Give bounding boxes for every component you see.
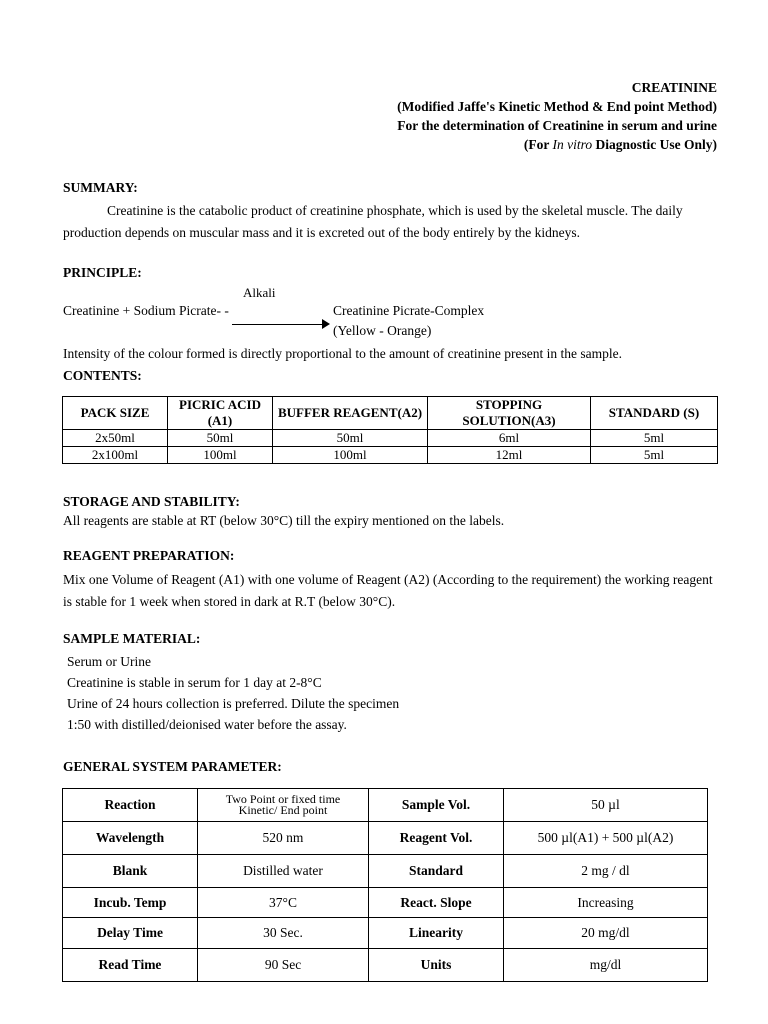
- method-line: (Modified Jaffe's Kinetic Method & End point Method): [397, 99, 717, 114]
- principle-heading: PRINCIPLE:: [63, 265, 142, 280]
- param-value: 50 µl: [504, 789, 708, 822]
- param-value: Increasing: [504, 888, 708, 918]
- param-value: mg/dl: [504, 949, 708, 982]
- param-label: Reagent Vol.: [369, 822, 504, 855]
- cell: 5ml: [591, 430, 718, 447]
- param-value: 30 Sec.: [198, 918, 369, 949]
- param-value: 37°C: [198, 888, 369, 918]
- cell: 100ml: [273, 447, 428, 464]
- param-value: 520 nm: [198, 822, 369, 855]
- param-label: Incub. Temp: [63, 888, 198, 918]
- reaction-arrow: [232, 324, 327, 325]
- param-label: Sample Vol.: [369, 789, 504, 822]
- param-label: Read Time: [63, 949, 198, 982]
- param-value: 90 Sec: [198, 949, 369, 982]
- gsp-heading: GENERAL SYSTEM PARAMETER:: [63, 759, 282, 774]
- cell: 100ml: [168, 447, 273, 464]
- reactants: Creatinine + Sodium Picrate- -: [63, 303, 229, 318]
- col-buffer-reagent: BUFFER REAGENT(A2): [273, 397, 428, 430]
- table-row: [63, 918, 708, 949]
- param-value: 500 µl(A1) + 500 µl(A2): [504, 822, 708, 855]
- param-value: 2 mg / dl: [504, 855, 708, 888]
- param-label: Linearity: [369, 918, 504, 949]
- cell: 2x50ml: [63, 430, 168, 447]
- sample-line: Serum or Urine: [67, 654, 151, 669]
- table-row: [63, 949, 708, 982]
- summary-text: Creatinine is the catabolic product of creatinine phosphate, which is used by the skeletal muscle. The daily production depends on muscular mass and it is excreted out of the body entirely by the kidneys.: [63, 203, 683, 240]
- param-label: Units: [369, 949, 504, 982]
- catalyst-label: Alkali: [243, 285, 276, 300]
- use-italic: In vitro: [552, 137, 593, 152]
- contents-table: [62, 396, 718, 464]
- col-picric-acid: PICRIC ACID (A1): [168, 397, 273, 430]
- param-value: Two Point or fixed time Kinetic/ End point: [198, 789, 369, 822]
- cell: 50ml: [273, 430, 428, 447]
- col-pack-size: PACK SIZE: [63, 397, 168, 430]
- storage-text: All reagents are stable at RT (below 30°C) till the expiry mentioned on the labels.: [63, 513, 505, 528]
- storage-heading: STORAGE AND STABILITY:: [63, 494, 240, 509]
- param-label: React. Slope: [369, 888, 504, 918]
- param-label: Reaction: [63, 789, 198, 822]
- product-color: (Yellow - Orange): [333, 323, 432, 338]
- cell: 5ml: [591, 447, 718, 464]
- table-row: [63, 888, 708, 918]
- cell: 50ml: [168, 430, 273, 447]
- cell: 12ml: [428, 447, 591, 464]
- param-value: 20 mg/dl: [504, 918, 708, 949]
- param-label: Wavelength: [63, 822, 198, 855]
- cell: 2x100ml: [63, 447, 168, 464]
- table-row: [63, 447, 718, 464]
- reagent-prep-text: Mix one Volume of Reagent (A1) with one volume of Reagent (A2) (According to the requirement) the working reagent is stable for 1 week when stored in dark at R.T (below 30°C).: [63, 572, 713, 609]
- contents-header-row: [63, 397, 718, 430]
- table-row: [63, 789, 708, 822]
- table-row: [63, 855, 708, 888]
- param-label: Blank: [63, 855, 198, 888]
- param-label: Standard: [369, 855, 504, 888]
- gsp-table: [62, 788, 708, 982]
- contents-heading: CONTENTS:: [63, 368, 142, 383]
- cell: 6ml: [428, 430, 591, 447]
- reagent-prep-heading: REAGENT PREPARATION:: [63, 548, 235, 563]
- arrow-head-icon: [322, 319, 330, 329]
- product: Creatinine Picrate-Complex: [333, 303, 485, 318]
- summary-heading: SUMMARY:: [63, 180, 138, 195]
- sample-heading: SAMPLE MATERIAL:: [63, 631, 201, 646]
- doc-title: CREATININE: [631, 80, 717, 95]
- principle-note: Intensity of the colour formed is directly proportional to the amount of creatinine present in the sample.: [63, 346, 622, 361]
- sample-line: 1:50 with distilled/deionised water before the assay.: [67, 717, 347, 732]
- param-label: Delay Time: [63, 918, 198, 949]
- sample-line: Creatinine is stable in serum for 1 day at 2-8°C: [67, 675, 322, 690]
- col-stopping-solution: STOPPING SOLUTION(A3): [428, 397, 591, 430]
- param-value: Distilled water: [198, 855, 369, 888]
- table-row: [63, 822, 708, 855]
- use-prefix: (For: [523, 137, 553, 152]
- purpose-line: For the determination of Creatinine in serum and urine: [397, 118, 717, 133]
- use-line: [524, 137, 717, 153]
- col-standard: STANDARD (S): [591, 397, 718, 430]
- use-suffix: Diagnostic Use Only): [592, 137, 717, 152]
- sample-line: Urine of 24 hours collection is preferred. Dilute the specimen: [67, 696, 400, 711]
- table-row: [63, 430, 718, 447]
